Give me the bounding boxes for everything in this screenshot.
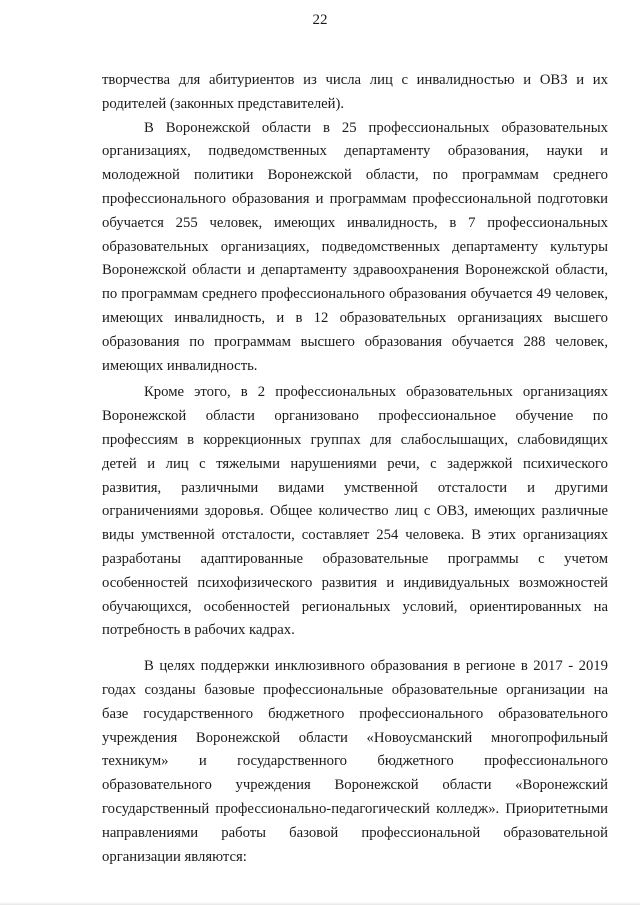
document-body [102, 69, 608, 869]
paragraph-students-with-disabilities: В Воронежской области в 25 профессиональных образовательных организациях, подведомственных департаменту образования, науки и молодежной политики Воронежской области, по программам среднего профессионального образования и программам профессиональной подготовки обучается 255 человек, имеющих инвалидность, в 7 профессиональных образовательных организациях, подведомственных департаменту культуры Воронежской области и департаменту здравоохранения Воронежской области, по программам среднего профессионального образования обучается 49 человек, имеющих инвалидность, и в 12 образовательных организациях высшего образования по программам высшего образования обучается 288 человек, имеющих инвалидность. [102, 119, 608, 374]
paragraph-correctional-groups: Кроме этого, в 2 профессиональных образовательных организациях Воронежской области организовано профессиональное обучение по профессиям в коррекционных группах для слабослышащих, слабовидящих детей и лиц с тяжелыми нарушениями речи, с задержкой психического развития, различными видами умственной отсталости и другими ограничениями здоровья. Общее количество лиц с ОВЗ, имеющих различные виды умственной отсталости, составляет 254 человека. В этих организациях разработаны адаптированные образовательные программы с учетом особенностей психофизического развития и индивидуальных возможностей обучающихся, особенностей региональных условий, ориентированных на потребность в рабочих кадрах. [102, 384, 608, 639]
paragraph-continuation: творчества для абитуриентов из числа лиц с инвалидностью и ОВЗ и их родителей (законных представителей). [102, 72, 608, 112]
paragraph-inclusive-education-support: В целях поддержки инклюзивного образования в регионе в 2017 - 2019 годах созданы базовые профессиональные образовательные организации на базе государственного бюджетного профессионального образовательного учреждения Воронежской области «Новоусманский многопрофильный техникум» и государственного бюджетного профессионального образовательного учреждения Воронежской области «Воронежский государственный профессионально-педагогический колледж». Приоритетными направлениями работы базовой профессиональной образовательной организации являются: [102, 658, 608, 865]
page-number: 22 [312, 12, 328, 28]
